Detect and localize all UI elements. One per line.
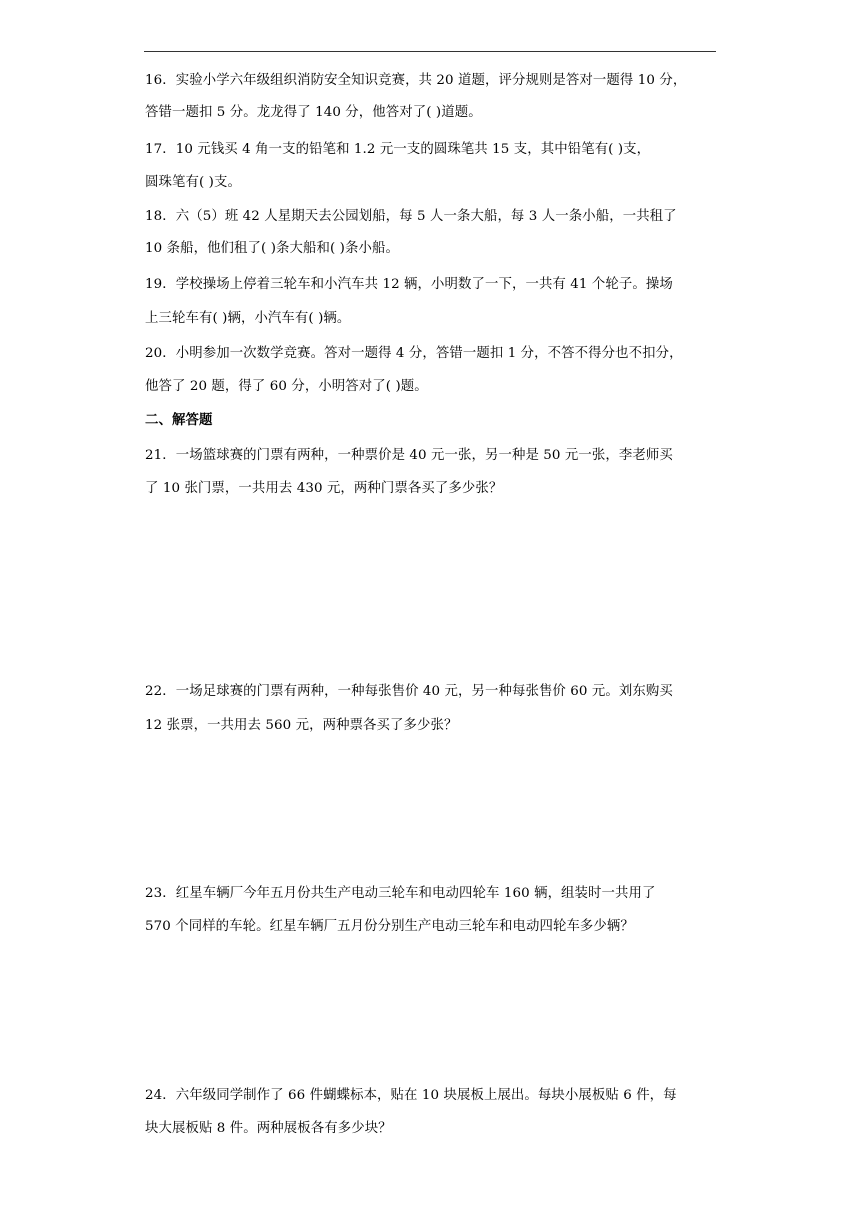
q20-line-1: 20．小明参加一次数学竞赛。答对一题得 4 分，答错一题扣 1 分，不答不得分也不扣分， xyxy=(145,346,683,361)
section-heading: 二、解答题 xyxy=(145,413,213,428)
q19-line-1: 19．学校操场上停着三轮车和小汽车共 12 辆，小明数了一下，一共有 41 个轮子。操场 xyxy=(145,277,673,292)
q17-line-1: 17．10 元钱买 4 角一支的铅笔和 1.2 元一支的圆珠笔共 15 支，其中铅笔有( )支， xyxy=(145,142,651,157)
header-rule xyxy=(144,51,716,52)
q20-line-2: 他答了 20 题，得了 60 分，小明答对了( )题。 xyxy=(145,379,428,394)
q24-line-2: 块大展板贴 8 件。两种展板各有多少块？ xyxy=(145,1121,392,1136)
q17-line-2: 圆珠笔有( )支。 xyxy=(145,175,241,190)
q23-line-1: 23．红星车辆厂今年五月份共生产电动三轮车和电动四轮车 160 辆，组装时一共用了 xyxy=(145,886,656,901)
q18-line-2: 10 条船，他们租了( )条大船和( )条小船。 xyxy=(145,241,399,256)
q19-line-2: 上三轮车有( )辆，小汽车有( )辆。 xyxy=(145,311,351,326)
q21-line-1: 21．一场篮球赛的门票有两种，一种票价是 40 元一张，另一种是 50 元一张，李老师买 xyxy=(145,448,673,463)
q21-line-2: 了 10 张门票，一共用去 430 元，两种门票各买了多少张？ xyxy=(145,481,503,496)
q22-line-2: 12 张票，一共用去 560 元，两种票各买了多少张？ xyxy=(145,718,458,733)
q23-line-2: 570 个同样的车轮。红星车辆厂五月份分别生产电动三轮车和电动四轮车多少辆？ xyxy=(145,919,634,934)
q24-line-1: 24．六年级同学制作了 66 件蝴蝶标本，贴在 10 块展板上展出。每块小展板贴 6 件，每 xyxy=(145,1088,677,1103)
q22-line-1: 22．一场足球赛的门票有两种，一种每张售价 40 元，另一种每张售价 60 元。刘东购买 xyxy=(145,684,673,699)
q16-line-1: 16．实验小学六年级组织消防安全知识竞赛，共 20 道题，评分规则是答对一题得 10 分， xyxy=(145,73,687,88)
q16-line-2: 答错一题扣 5 分。龙龙得了 140 分，他答对了( )道题。 xyxy=(145,105,482,120)
q18-line-1: 18．六（5）班 42 人星期天去公园划船，每 5 人一条大船，每 3 人一条小船，一共租了 xyxy=(145,209,677,224)
